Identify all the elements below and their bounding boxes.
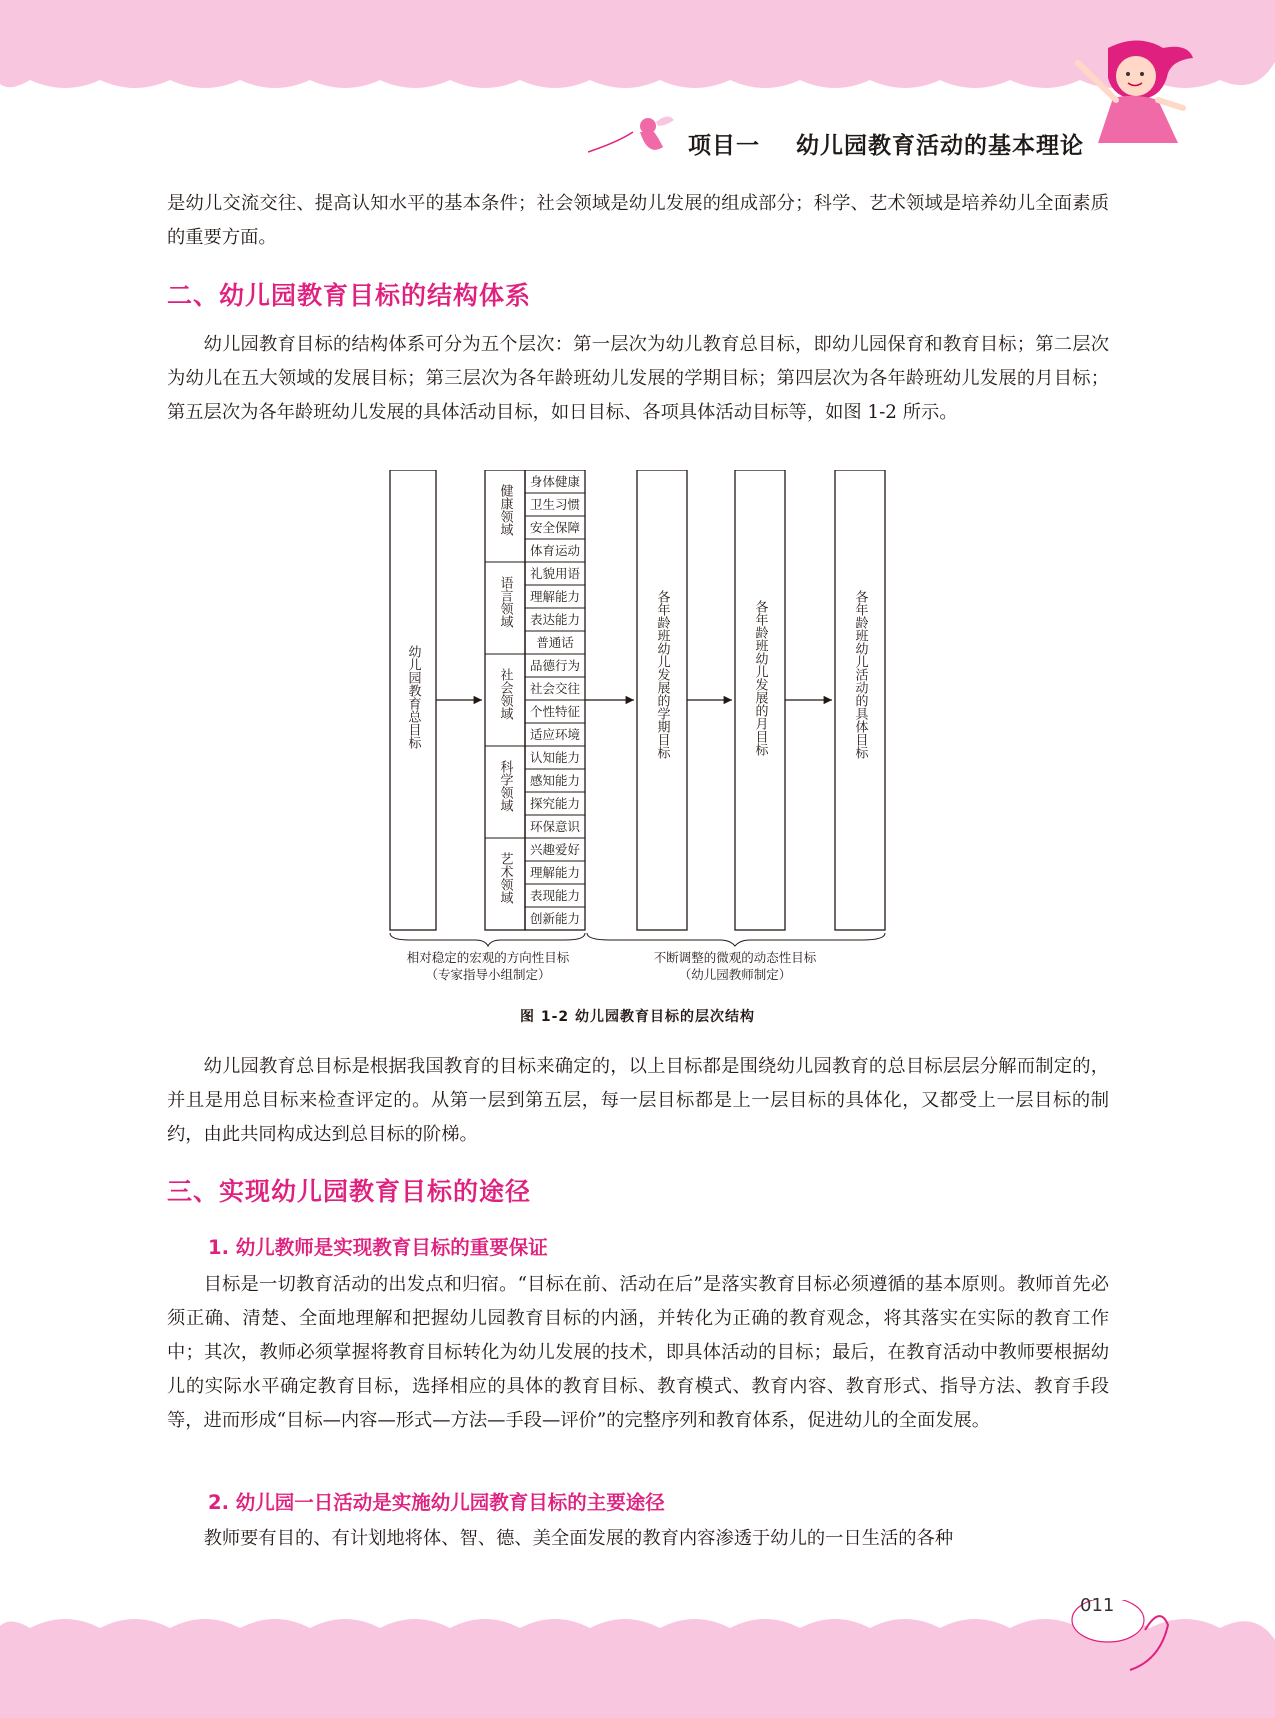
brace-right-text-1: 不断调整的微观的动态性目标 — [653, 950, 817, 965]
domain-label-language: 语言领域 — [497, 576, 513, 628]
box-activity-goal-label: 各年龄班幼儿活动的具体目标 — [852, 590, 868, 759]
item-cell: 创新能力 — [529, 911, 581, 926]
item-cell: 身体健康 — [529, 474, 581, 489]
item-cell: 卫生习惯 — [529, 497, 581, 512]
domain-label-art: 艺术领域 — [497, 852, 513, 904]
item-cell: 认知能力 — [529, 750, 581, 765]
item-cell: 理解能力 — [529, 865, 581, 880]
section-heading-structure: 二、幼儿园教育目标的结构体系 — [167, 281, 532, 310]
item-cell: 品德行为 — [529, 658, 581, 673]
item-cell: 理解能力 — [529, 589, 581, 604]
paragraph-continuation: 是幼儿交流交往、提高认知水平的基本条件；社会领域是幼儿发展的组成部分；科学、艺术领域是培养幼儿全面素质的重要方面。 — [167, 193, 1109, 248]
bottom-scallop-band — [0, 1600, 1275, 1718]
item-cell: 表达能力 — [529, 612, 581, 627]
item-cell: 普通话 — [536, 635, 574, 650]
item-cell: 社会交往 — [529, 681, 581, 696]
girl-illustration-icon — [1068, 38, 1198, 148]
section-heading-approaches: 三、实现幼儿园教育目标的途径 — [167, 1177, 532, 1206]
subheading-daily-activity: 2. 幼儿园一日活动是实施幼儿园教育目标的主要途径 — [208, 1491, 665, 1514]
domain-column — [485, 470, 585, 930]
item-cell: 安全保障 — [529, 520, 581, 535]
item-cell: 环保意识 — [529, 819, 581, 834]
brace-left-text-2: （专家指导小组制定） — [425, 967, 551, 982]
box-semester-goal-label: 各年龄班幼儿发展的学期目标 — [654, 590, 670, 759]
figure-caption: 图 1-2 幼儿园教育目标的层次结构 — [519, 1009, 756, 1025]
brace-left — [390, 933, 585, 946]
paragraph-structure: 幼儿园教育目标的结构体系可分为五个层次：第一层次为幼儿教育总目标，即幼儿园保育和教育目标；第二层次为幼儿在五大领域的发展目标；第三层次为各年龄班幼儿发展的学期目标；第四层次为各年龄班幼儿发展的月目标；第五层次为各年龄班幼儿发展的具体活动目标，如日目标、各项具体活动目标等，如图 1-2 所示。 — [167, 334, 1109, 423]
item-cell: 礼貌用语 — [529, 566, 581, 581]
paragraph-daily-activity: 教师要有目的、有计划地将体、智、德、美全面发展的教育内容渗透于幼儿的一日生活的各种 — [203, 1528, 954, 1549]
subheading-teacher: 1. 幼儿教师是实现教育目标的重要保证 — [208, 1236, 548, 1259]
brace-right — [587, 933, 885, 946]
item-cell: 感知能力 — [529, 773, 581, 788]
brace-left-text-1: 相对稳定的宏观的方向性目标 — [406, 950, 570, 965]
item-cell: 体育运动 — [529, 543, 581, 558]
brace-right-text-2: （幼儿园教师制定） — [678, 967, 792, 982]
hierarchy-figure — [380, 470, 900, 990]
paragraph-teacher: 目标是一切教育活动的出发点和归宿。“目标在前、活动在后”是落实教育目标必须遵循的基本原则。教师首先必须正确、清楚、全面地理解和把握幼儿园教育目标的内涵，并转化为正确的教育观念，将其落实在实际的教育工作中；其次，教师必须掌握将教育目标转化为幼儿发展的技术，即具体活动的目标；最后，在教育活动中教师要根据幼儿的实际水平确定教育目标，选择相应的具体的教育目标、教育模式、教育内容、教育形式、指导方法、教育手段等，进而形成“目标—内容—形式—方法—手段—评价”的完整序列和教育体系，促进幼儿的全面发展。 — [167, 1274, 1109, 1431]
item-cell: 表现能力 — [529, 888, 581, 903]
item-cell: 个性特征 — [529, 704, 581, 719]
domain-label-science: 科学领域 — [497, 760, 513, 812]
paragraph-total-goal: 幼儿园教育总目标是根据我国教育的目标来确定的，以上目标都是围绕幼儿园教育的总目标层层分解而制定的，并且是用总目标来检查评定的。从第一层到第五层，每一层目标都是上一层目标的具体化，又都受上一层目标的制约，由此共同构成达到总目标的阶梯。 — [167, 1056, 1109, 1145]
page-number: 011 — [1080, 1595, 1115, 1616]
box-total-goal-label: 幼儿园教育总目标 — [405, 645, 421, 749]
item-cell: 适应环境 — [529, 727, 581, 742]
fairy-illustration-icon — [588, 112, 678, 162]
item-cell: 探究能力 — [529, 796, 581, 811]
domain-label-social: 社会领域 — [497, 668, 513, 720]
item-cell: 兴趣爱好 — [529, 842, 581, 857]
page-header-title: 项目一 幼儿园教育活动的基本理论 — [688, 133, 1085, 159]
box-month-goal-label: 各年龄班幼儿发展的月目标 — [752, 600, 768, 756]
domain-label-health: 健康领域 — [497, 484, 513, 536]
